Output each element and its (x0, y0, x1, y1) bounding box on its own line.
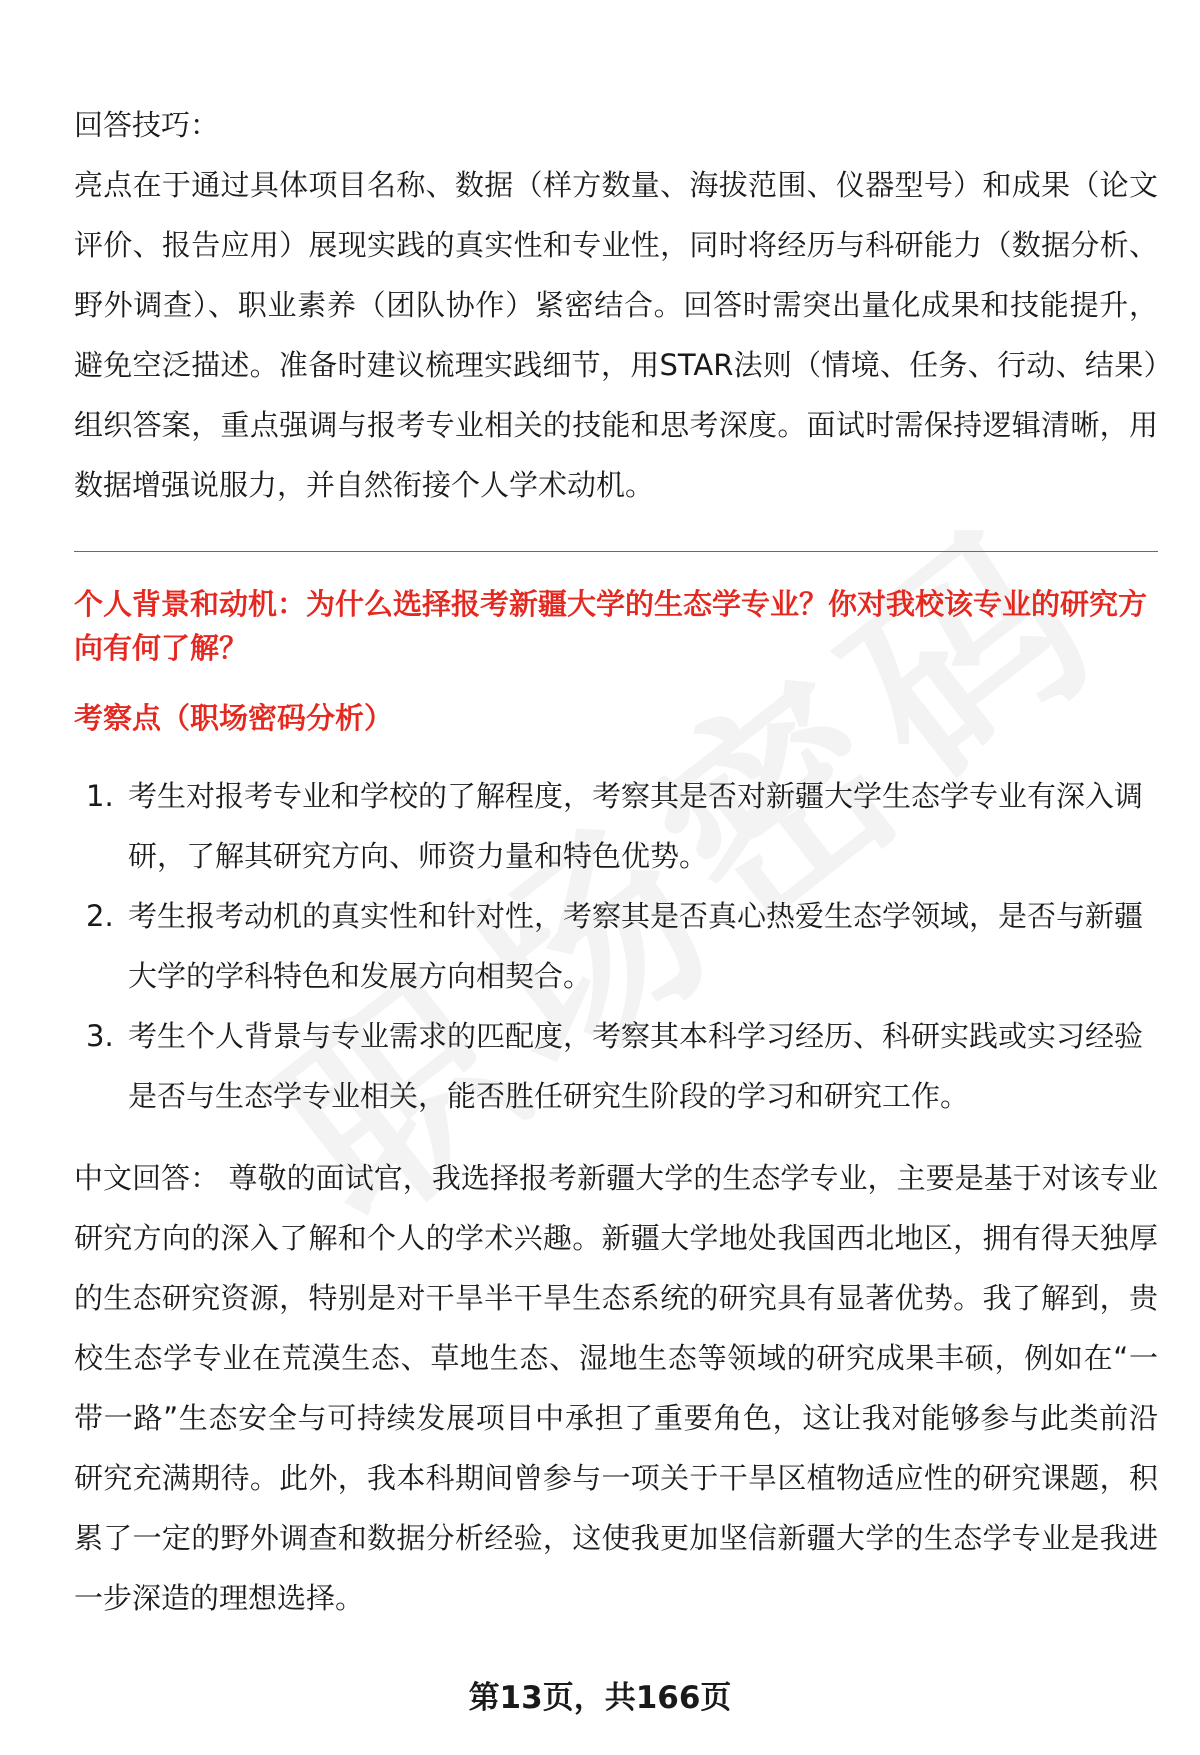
answer-paragraph (74, 1148, 1158, 1628)
analysis-points-list (74, 766, 1158, 1126)
list-item (74, 766, 1158, 886)
answer-body: 尊敬的面试官，我选择报考新疆大学的生态学专业，主要是基于对该专业研究方向的深入了解和个人的学术兴趣。新疆大学地处我国西北地区，拥有得天独厚的生态研究资源，特别是对干旱半干旱生态系统的研究具有显著优势。我了解到，贵校生态学专业在荒漠生态、草地生态、湿地生态等领域的研究成果丰硕，例如在“一带一路”生态安全与可持续发展项目中承担了重要角色，这让我对能够参与此类前沿研究充满期待。此外，我本科期间曾参与一项关于干旱区植物适应性的研究课题，积累了一定的野外调查和数据分析经验，这使我更加坚信新疆大学的生态学专业是我进一步深造的理想选择。 (74, 1161, 1158, 1615)
list-item-number: 2. (86, 899, 114, 933)
analysis-heading: 考察点（职场密码分析） (74, 701, 394, 735)
page-number-footer: 第13页，共166页 (468, 1680, 732, 1716)
list-item (74, 1006, 1158, 1126)
tips-label: 回答技巧： (74, 108, 220, 142)
section-divider (74, 551, 1158, 552)
list-item-text: 考生个人背景与专业需求的匹配度，考察其本科学习经历、科研实践或实习经验是否与生态学专业相关，能否胜任研究生阶段的学习和研究工作。 (128, 1019, 1144, 1113)
list-item-number: 3. (86, 1019, 114, 1053)
question-heading: 个人背景和动机：为什么选择报考新疆大学的生态学专业？你对我校该专业的研究方向有何了解？ (74, 587, 1148, 665)
list-item-text: 考生报考动机的真实性和针对性，考察其是否真心热爱生态学领域，是否与新疆大学的学科特色和发展方向相契合。 (128, 899, 1144, 993)
list-item (74, 886, 1158, 1006)
tips-body: 亮点在于通过具体项目名称、数据（样方数量、海拔范围、仪器型号）和成果（论文评价、报告应用）展现实践的真实性和专业性，同时将经历与科研能力（数据分析、野外调查）、职业素养（团队协作）紧密结合。回答时需突出量化成果和技能提升，避免空泛描述。准备时建议梳理实践细节，用STAR法则（情境、任务、行动、结果）组织答案，重点强调与报考专业相关的技能和思考深度。面试时需保持逻辑清晰，用数据增强说服力，并自然衔接个人学术动机。 (74, 168, 1158, 502)
page-content (74, 95, 1158, 1628)
answer-label: 中文回答： (74, 1161, 220, 1195)
list-item-number: 1. (86, 779, 114, 813)
list-item-text: 考生对报考专业和学校的了解程度，考察其是否对新疆大学生态学专业有深入调研，了解其研究方向、师资力量和特色优势。 (128, 779, 1144, 873)
